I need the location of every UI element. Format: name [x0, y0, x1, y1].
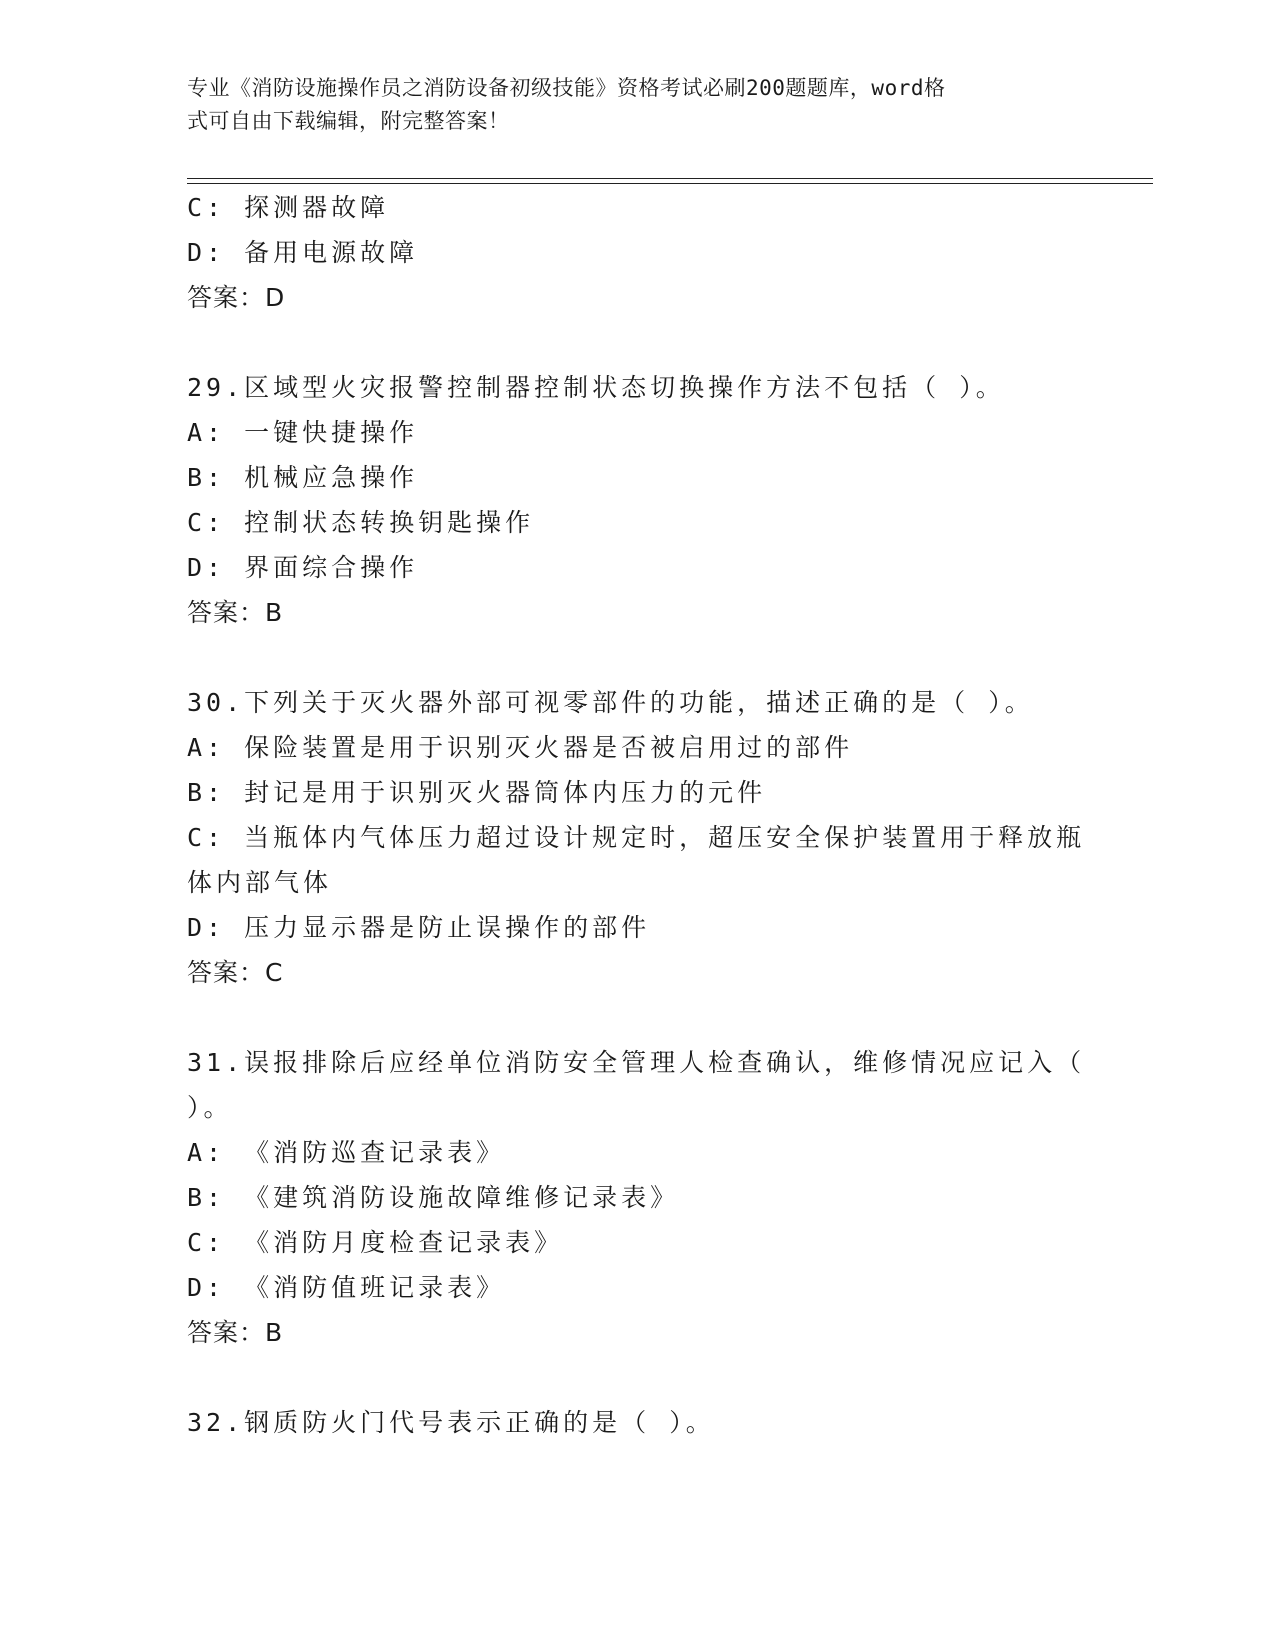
header-line-1: 专业《消防设施操作员之消防设备初级技能》资格考试必刷200题题库，word格	[187, 76, 946, 100]
q28-option-c: C: 探测器故障	[187, 193, 390, 222]
q31-stem-continued: ）。	[187, 1093, 233, 1122]
q30-option-d: D: 压力显示器是防止误操作的部件	[187, 913, 651, 942]
q29-option-a: A: 一键快捷操作	[187, 418, 419, 447]
q32-stem: 32.钢质防火门代号表示正确的是（ ）。	[187, 1408, 715, 1437]
document-header	[187, 72, 1067, 138]
q30-option-b: B: 封记是用于识别灭火器筒体内压力的元件	[187, 778, 767, 807]
q29-stem: 29.区域型火灾报警控制器控制状态切换操作方法不包括（ ）。	[187, 373, 1005, 402]
q29-option-d: D: 界面综合操作	[187, 553, 419, 582]
q31-option-d: D: 《消防值班记录表》	[187, 1273, 506, 1302]
q31-option-a: A: 《消防巡查记录表》	[187, 1138, 506, 1167]
header-line-2: 式可自由下载编辑，附完整答案！	[187, 109, 510, 133]
q31-answer: 答案：B	[187, 1318, 284, 1347]
q30-option-c-continued: 体内部气体	[187, 868, 333, 897]
header-divider-bottom	[187, 183, 1153, 184]
q31-option-c: C: 《消防月度检查记录表》	[187, 1228, 564, 1257]
q30-stem: 30.下列关于灭火器外部可视零部件的功能，描述正确的是（ ）。	[187, 688, 1034, 717]
q31-option-b: B: 《建筑消防设施故障维修记录表》	[187, 1183, 680, 1212]
q30-answer: 答案：C	[187, 958, 284, 987]
q28-answer: 答案：D	[187, 283, 286, 312]
q29-answer: 答案：B	[187, 598, 284, 627]
header-divider-top	[187, 178, 1153, 179]
q31-stem: 31.误报排除后应经单位消防安全管理人检查确认，维修情况应记入（	[187, 1048, 1086, 1077]
q30-option-c: C: 当瓶体内气体压力超过设计规定时，超压安全保护装置用于释放瓶	[187, 823, 1086, 852]
q28-option-d: D: 备用电源故障	[187, 238, 419, 267]
q29-option-c: C: 控制状态转换钥匙操作	[187, 508, 535, 537]
q29-option-b: B: 机械应急操作	[187, 463, 419, 492]
q30-option-a: A: 保险装置是用于识别灭火器是否被启用过的部件	[187, 733, 854, 762]
